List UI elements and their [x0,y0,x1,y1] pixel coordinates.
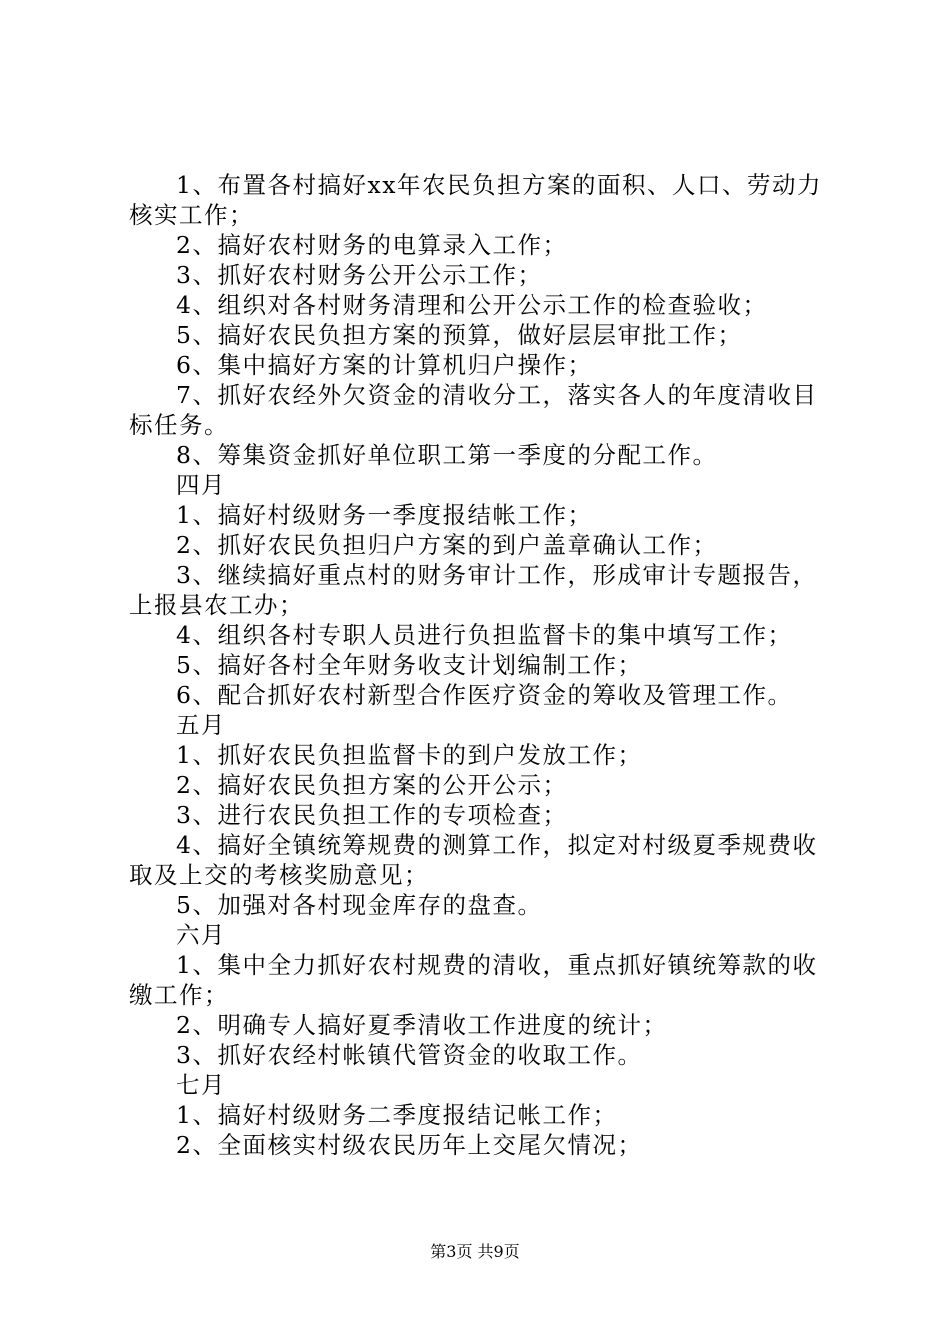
section-heading-may: 五月 [176,711,226,739]
paragraph: 7、抓好农经外欠资金的清收分工，落实各人的年度清收目标任务。 [129,381,818,439]
document-body [129,170,829,1160]
paragraph: 8、筹集资金抓好单位职工第一季度的分配工作。 [176,441,718,469]
section-heading-july: 七月 [176,1071,226,1099]
paragraph: 6、集中搞好方案的计算机归户操作； [176,351,593,379]
paragraph: 4、组织对各村财务清理和公开公示工作的检查验收； [176,291,768,319]
page-number-label: 第3页 共9页 [430,1242,520,1261]
paragraph: 1、抓好农民负担监督卡的到户发放工作； [176,741,643,769]
section-heading-april: 四月 [176,471,226,499]
paragraph: 5、搞好各村全年财务收支计划编制工作； [176,651,643,679]
paragraph: 3、进行农民负担工作的专项检查； [176,801,568,829]
paragraph: 3、抓好农经村帐镇代管资金的收取工作。 [176,1041,643,1069]
paragraph: 5、搞好农民负担方案的预算，做好层层审批工作； [176,321,743,349]
paragraph: 2、搞好农村财务的电算录入工作； [176,231,568,259]
paragraph: 4、组织各村专职人员进行负担监督卡的集中填写工作； [176,621,793,649]
paragraph: 3、抓好农村财务公开公示工作； [176,261,543,289]
paragraph: 2、抓好农民负担归户方案的到户盖章确认工作； [176,531,718,559]
page-footer [0,1242,950,1262]
paragraph: 1、搞好村级财务二季度报结记帐工作； [176,1101,618,1129]
section-heading-june: 六月 [176,921,226,949]
paragraph: 2、搞好农民负担方案的公开公示； [176,771,568,799]
paragraph: 4、搞好全镇统筹规费的测算工作，拟定对村级夏季规费收取及上交的考核奖励意见； [129,831,818,889]
paragraph: 1、布置各村搞好xx年农民负担方案的面积、人口、劳动力核实工作； [129,171,822,229]
paragraph: 2、明确专人搞好夏季清收工作进度的统计； [176,1011,668,1039]
paragraph: 2、全面核实村级农民历年上交尾欠情况； [176,1131,643,1159]
paragraph: 3、继续搞好重点村的财务审计工作，形成审计专题报告，上报县农工办； [129,561,818,619]
paragraph: 6、配合抓好农村新型合作医疗资金的筹收及管理工作。 [176,681,793,709]
paragraph: 1、搞好村级财务一季度报结帐工作； [176,501,593,529]
paragraph: 5、加强对各村现金库存的盘查。 [176,891,543,919]
paragraph: 1、集中全力抓好农村规费的清收，重点抓好镇统筹款的收缴工作； [129,951,818,1009]
